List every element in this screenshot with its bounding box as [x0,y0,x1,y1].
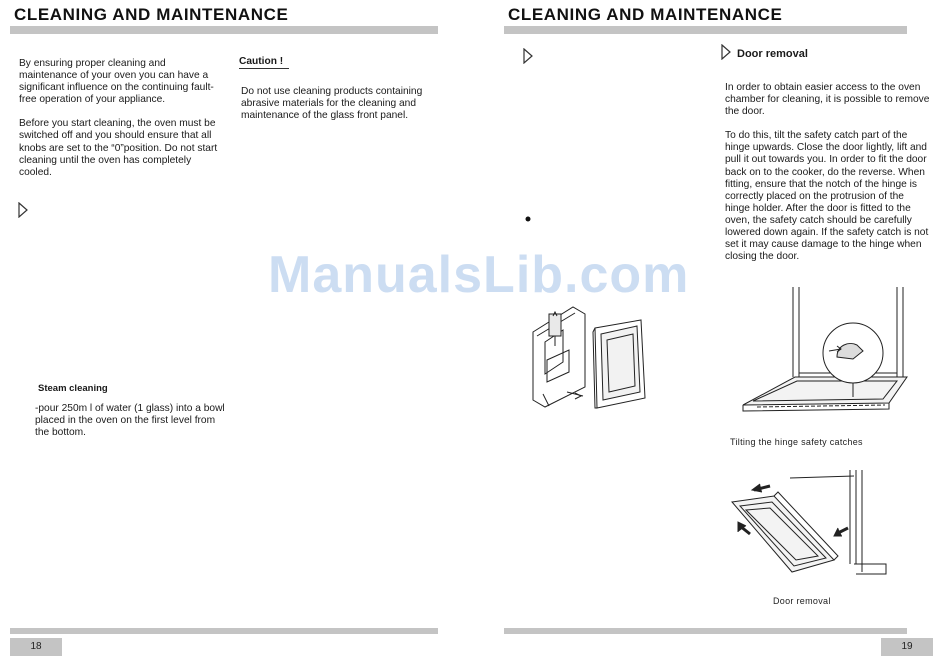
page-title-left: CLEANING AND MAINTENANCE [14,5,289,24]
door-removal-text [725,82,931,275]
door-paragraph-2: To do this, tilt the safety catch part of the hinge upwards. Close the door lightly, lift and pull it out towards you. In order to fit the door back on to the cooker, do the reverse. When fitting, ensure that the notch of the hinge is correctly placed on the protrusion of the hinge holder. After the door is fitted to the oven, the safety catch should be carefully lowered down again. If the safety catch is not set it may cause damage to the hinge when closing the door. [725,130,929,263]
header-bar-right [504,26,907,34]
hinge-caption: Tilting the hinge safety catches [730,437,863,447]
footer-bar-left [10,628,438,634]
caution-heading: Caution ! [239,56,289,69]
steam-cleaning-text: -pour 250m l of water (1 glass) into a bowl placed in the oven on the first level from the bottom. [35,403,225,439]
caution-text: Do not use cleaning products containing abrasive materials for the cleaning and maintenance of the glass front panel. [241,86,423,122]
hinge-catch-illustration [737,285,917,420]
right-page [475,0,950,660]
page-title-right: CLEANING AND MAINTENANCE [508,5,783,24]
intro-text [19,58,224,191]
page-number-right: 19 [881,638,933,656]
steam-cleaning-heading: Steam cleaning [38,383,108,394]
watermark: ManualsLib.com [268,246,690,304]
door-removal-caption: Door removal [773,596,831,606]
hinge-illustration [523,302,648,417]
page-number-left: 18 [10,638,62,656]
intro-paragraph-2: Before you start cleaning, the oven must be switched off and you should ensure that all knobs are set to the “0”position. Do not start cleaning until the oven has completely cooled. [19,118,218,178]
door-paragraph-1: In order to obtain easier access to the oven chamber for cleaning, it is possible to remove the door. [725,82,930,118]
footer-bar-right [504,628,907,634]
door-removal-heading: Door removal [737,48,808,60]
intro-paragraph-1: By ensuring proper cleaning and maintenance of your oven you can have a significant influence on the continuing fault-free operation of your appliance. [19,58,214,106]
header-bar-left [10,26,438,34]
door-removal-illustration [730,468,890,585]
